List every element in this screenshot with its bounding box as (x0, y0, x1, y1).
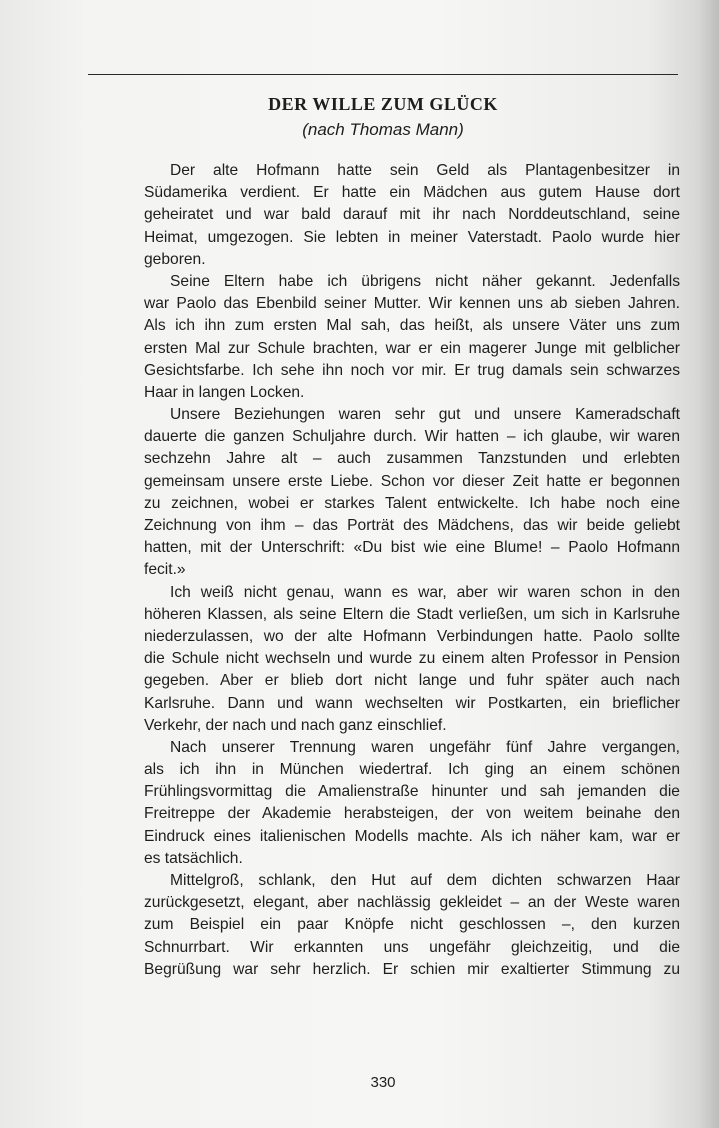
text-line: Heimat, umgezogen. Sie lebten in meiner Vaterstadt. Paolo wurde hier (144, 228, 680, 246)
text-line: zum Beispiel ein paar Knöpfe nicht geschlossen –, den kurzen (144, 916, 680, 934)
text-line: hatten, mit der Unterschrift: «Du bist wie eine Blume! – Paolo Hofmann (144, 539, 680, 557)
text-line: Zeichnung von ihm – das Porträt des Mädchens, das wir beide geliebt (144, 517, 680, 534)
text-line: Freitreppe der Akademie herabsteigen, der von weitem beinahe den (144, 805, 680, 823)
text-line: Unsere Beziehungen waren sehr gut und unsere Kameradschaft (170, 406, 680, 424)
text-line: gegeben. Aber er blieb dort nicht lange und fuhr später auch nach (144, 672, 680, 690)
text-line: geheiratet und war bald darauf mit ihr nach Norddeutschland, seine (144, 206, 680, 224)
text-line: höheren Klassen, als seine Eltern die Stadt verließen, um sich in Karlsruhe (144, 605, 680, 623)
text-line: ersten Mal zur Schule brachten, war er ein magerer Junge mit gelblicher (144, 339, 680, 357)
text-line: geboren. (144, 250, 206, 268)
text-line: Verkehr, der nach und nach ganz einschlief. (144, 716, 447, 734)
text-line: Karlsruhe. Dann und wann wechselten wir Postkarten, ein brieflicher (144, 694, 680, 712)
book-page (88, 68, 678, 1108)
text-line: Ich weiß nicht genau, wann es war, aber wir waren schon in den (170, 583, 680, 601)
text-line: Schnurrbart. Wir erkannten uns ungefähr gleichzeitig, und die (144, 938, 680, 956)
text-line: Mittelgroß, schlank, den Hut auf dem dichten schwarzen Haar (170, 872, 680, 889)
text-line: war Paolo das Ebenbild seiner Mutter. Wir kennen uns ab sieben Jahren. (144, 295, 680, 313)
text-line: Frühlingsvormittag die Amalienstraße hinunter und sah jemanden die (144, 783, 680, 801)
body-text (144, 160, 680, 981)
page-subtitle: (nach Thomas Mann) (302, 120, 464, 139)
text-line: Südamerika verdient. Er hatte ein Mädchen aus gutem Hause dort (144, 184, 680, 202)
page-number: 330 (370, 1074, 396, 1091)
text-line: Begrüßung war sehr herzlich. Er schien mir exaltierter Stimmung zu (144, 960, 680, 978)
text-line: als ich ihn in München wiedertraf. Ich ging an einem schönen (144, 761, 680, 779)
text-line: Als ich ihn zum ersten Mal sah, das heißt, als unsere Väter uns zum (144, 317, 680, 335)
text-line: Haar in langen Locken. (144, 383, 305, 401)
text-line: Eindruck eines italienischen Modells machte. Als ich näher kam, war er (144, 827, 680, 845)
text-line: Nach unserer Trennung waren ungefähr fünf Jahre vergangen, (170, 738, 680, 756)
text-line: fecit.» (144, 561, 186, 579)
text-line: es tatsächlich. (144, 849, 243, 867)
text-line: Der alte Hofmann hatte sein Geld als Plantagenbesitzer in (170, 162, 680, 179)
text-line: zu zeichnen, wobei er starkes Talent entwickelte. Ich habe noch eine (144, 494, 680, 512)
text-line: Seine Eltern habe ich übrigens nicht näher gekannt. Jedenfalls (170, 272, 680, 290)
text-line: die Schule nicht wechseln und wurde zu einem alten Professor in Pension (144, 650, 680, 668)
text-line: niederzulassen, wo der alte Hofmann Verbindungen hatte. Paolo sollte (144, 627, 680, 645)
header-rule (88, 74, 678, 75)
text-line: gemeinsam unsere erste Liebe. Schon vor dieser Zeit hatte er begonnen (144, 472, 680, 490)
text-line: zurückgesetzt, elegant, aber nachlässig gekleidet – an der Weste waren (144, 894, 680, 912)
text-line: sechzehn Jahre alt – auch zusammen Tanzstunden und erlebten (144, 450, 680, 468)
page-title: DER WILLE ZUM GLÜCK (268, 94, 498, 114)
text-line: dauerte die ganzen Schuljahre durch. Wir hatten – ich glaube, wir waren (144, 428, 680, 446)
text-line: Gesichtsfarbe. Ich sehe ihn noch vor mir. Er trug damals sein schwarzes (144, 361, 680, 379)
